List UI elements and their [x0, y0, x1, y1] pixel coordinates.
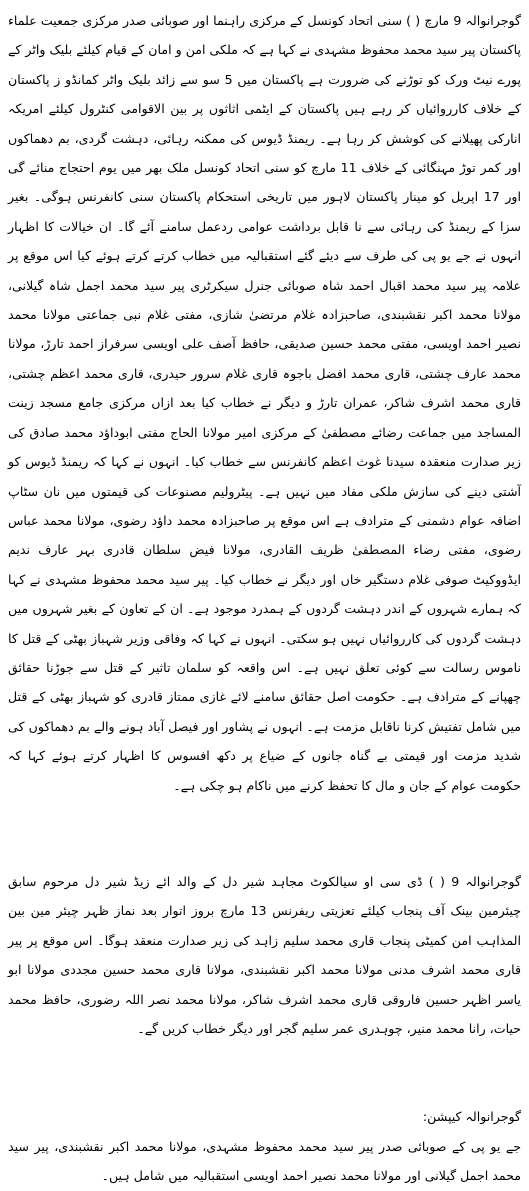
- article-paragraph: گوجرانوالہ 9 ( ) ڈی سی او سیالکوٹ مجاہد شیر دل کے والد ائے زیڈ شیر دل مرحوم سابق چیئرمین بینک آف پنجاب کیلئے تعزیتی ریفرنس 13 مارچ بروز اتوار بعد نماز ظہر چیئر مین بین المذاہب امن کمیٹی پنجاب قاری محمد سلیم زاہد کی زیر صدارت منعقد ہوگا۔ اس موقع پر پیر قاری محمد اشرف مدنی مولانا محمد اکبر نقشبندی، مولانا قاری محمد حسین مجددی مولانا ابو یاسر اظہر حسین فاروقی قاری محمد اشرف شاکر، مولانا محمد نصر اللہ رضوری، حافظ محمد حیات، رانا محمد منیر، چوہدری عمر سلیم گجر اور دیگر خطاب کریں گے۔: [8, 873, 521, 1036]
- caption-heading: گوجرانوالہ کیپشن:: [422, 1109, 521, 1125]
- caption-text: جے یو پی کے صوبائی صدر پیر سید محمد محفوظ مشہدی، مولانا محمد اکبر نقشبندی، پیر سید محمد اجمل گیلانی اور مولانا محمد نصیر احمد اویسی استقبالیہ میں شامل ہیں۔: [8, 1138, 521, 1184]
- article-paragraph: گوجرانوالہ 9 مارچ ( ) سنی اتحاد کونسل کے مرکزی راہنما اور صوبائی صدر مرکزی جمعیت علماء پاکستان پیر سید محمد محفوظ مشہدی نے کہا ہے کہ ملکی امن و امان کے قیام کیلئے بلیک واٹر کے پورے نیٹ ورک کو توڑنے کی ضرورت ہے پاکستان میں 5 سو سے زائد بلیک واٹر کمانڈو ز پاکستان کے خلاف کارروائیاں کر رہے ہیں پاکستان کے ایٹمی اثاثوں پر بین الاقوامی کنٹرول کیلئے امریکہ انارکی پھیلانے کی کوشش کر رہا ہے۔ ریمنڈ ڈیوس کی ممکنہ رہائی، دہشت گردی، بم دھماکوں اور کمر توڑ مہنگائی کے خلاف 11 مارچ کو سنی اتحاد کونسل ملک بھر میں یوم احتجاج منائے گی اور 17 اپریل کو مینار پاکستان لاہور میں تاریخی استحکام پاکستان سنی کانفرنس ہوگی۔ بغیر سزا کے ریمنڈ کی رہائی سے نا قابل برداشت عوامی ردعمل سامنے آئے گا۔ ان خیالات کا اظہار انہوں نے جے یو پی کی طرف سے دیئے گئے استقبالیہ میں خطاب کرتے کرتے ہوئے کیا اس موقع پر علامہ پیر سید محمد اقبال احمد شاہ صوبائی جنرل سیکرٹری پیر سید محمد اجمل شاہ گیلانی، مولانا محمد اکبر نقشبندی، صاحبزادہ غلام مرتضیٰ شازی، مفتی غلام نبی جماعتی مولانا محمد نصیر احمد اویسی، مفتی محمد حسین صدیقی، حافظ آصف علی اویسی سرفراز احمد تارڑ، مولانا محمد عارف چشتی، قاری محمد افضل باجوہ قاری غلام سرور حیدری، قاری محمد اعظم چشتی، قاری محمد اشرف شاکر، عمران تارڑ و دیگر نے خطاب کیا بعد ازاں مرکزی جامع مسجد زینت المساجد میں جماعت رضائے مصطفیٰ کے مرکزی امیر مولانا الحاج مفتی ابوداؤد محمد صادق کی زیر صدارت منعقدہ سیدنا غوث اعظم کانفرنس سے خطاب کیا۔ انہوں نے کہا کہ ریمنڈ ڈیوس کو آشتی دینے کی سازش ملکی مفاد میں نہیں ہے۔ پیٹرولیم مصنوعات کی قیمتوں میں نان سٹاپ اضافہ عوام دشمنی کے مترادف ہے اس موقع پر صاحبزادہ محمد داؤد رضوی، مولانا محمد عباس رضوی، مفتی رضاء المصطفیٰ ظریف القادری، مولانا فیض سلطان قادری بہر عارف ندیم ایڈووکیٹ صوفی غلام دستگیر خاں اور دیگر نے خطاب کیا۔ پیر سید محمد محفوظ مشہدی نے کہا کہ ہمارے شہروں کے اندر دہشت گردوں کے ہمدرد موجود ہے۔ ان کے تعاون کے بغیر شہروں میں دہشت گردوں کی کارروائیاں نہیں ہو سکتی۔ انہوں نے کہا کہ وفاقی وزیر شہباز بھٹی کے قتل کا ناموس رسالت سے کوئی تعلق نہیں ہے۔ اس واقعہ کو سلمان تاثیر کے قتل سے جوڑنا حقائق چھپانے کے مترادف ہے۔ حکومت اصل حقائق سامنے لائے غازی ممتاز قادری کو شہباز بھٹی کے قتل میں شامل تفتیش کرنا ناقابل مزمت ہے۔ انہوں نے پشاور اور فیصل آباد ہونے والے بم دھماکوں کی شدید مزمت اور قیمتی بے گناہ جانوں کے ضیاع پر دکھ افسوس کا اظہار کرتے ہوئے کہا کہ حکومت عوام کے جان و مال کا تحفظ کرنے میں ناکام ہو چکی ہے۔: [8, 13, 522, 793]
- photo-caption: [8, 1102, 521, 1190]
- document-page: [8, 6, 522, 1184]
